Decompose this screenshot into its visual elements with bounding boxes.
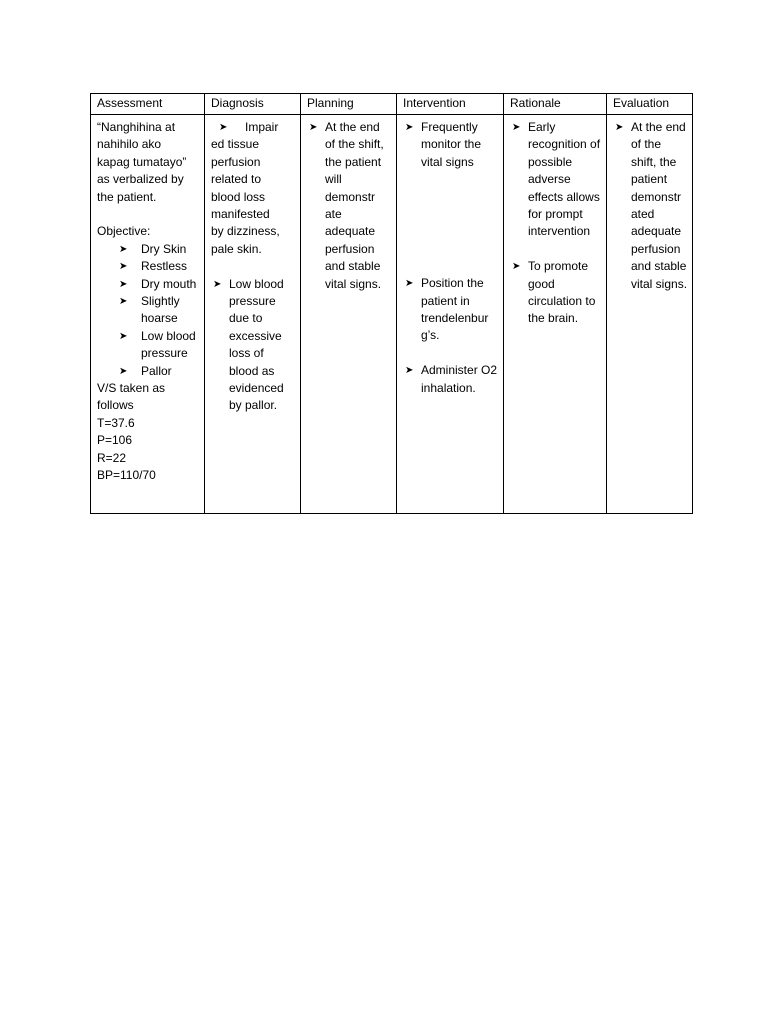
arrow-bullet-icon: ➤ bbox=[119, 365, 128, 377]
header-row bbox=[91, 94, 693, 115]
arrow-bullet-icon: ➤ bbox=[119, 278, 128, 290]
intervention-item: ➤ Frequently monitor the vital signs bbox=[405, 120, 482, 169]
arrow-bullet-icon: ➤ bbox=[119, 330, 128, 342]
list-item: ➤ Restless bbox=[97, 258, 200, 275]
objective-list bbox=[97, 241, 200, 380]
assessment-cell bbox=[91, 115, 205, 514]
objective-label: Objective: bbox=[97, 224, 151, 239]
arrow-bullet-icon: ➤ bbox=[119, 243, 128, 255]
vital-signs-line: V/S taken as bbox=[97, 381, 166, 396]
intervention-cell bbox=[397, 115, 504, 514]
arrow-bullet-icon: ➤ bbox=[119, 261, 128, 273]
evaluation-cell bbox=[607, 115, 693, 514]
list-item: ➤ Low blood pressure bbox=[119, 328, 196, 361]
planning-list bbox=[307, 119, 392, 293]
rationale-item: ➤ Early recognition of possible adverse effects allows for prompt intervention bbox=[512, 120, 601, 239]
rationale-cell bbox=[504, 115, 607, 514]
vital-signs-line: follows bbox=[97, 398, 134, 413]
arrow-bullet-icon: ➤ bbox=[615, 122, 624, 133]
intervention-list-2 bbox=[403, 275, 499, 345]
patient-quote-line: nahihilo ako bbox=[97, 137, 162, 152]
patient-quote-line: “Nanghihina at bbox=[97, 120, 176, 134]
list-item: ➤ Pallor bbox=[97, 363, 200, 380]
list-item: ➤ Dry Skin bbox=[97, 241, 200, 258]
header-planning: Planning bbox=[301, 94, 397, 115]
header-assessment: Assessment bbox=[91, 94, 205, 115]
header-evaluation: Evaluation bbox=[607, 94, 693, 115]
arrow-bullet-icon: ➤ bbox=[512, 122, 521, 133]
header-diagnosis: Diagnosis bbox=[205, 94, 301, 115]
arrow-bullet-icon: ➤ bbox=[119, 296, 128, 308]
nursing-care-plan-table bbox=[90, 93, 693, 514]
arrow-bullet-icon: ➤ bbox=[405, 122, 414, 133]
diagnosis-cell bbox=[205, 115, 301, 514]
vital-signs-line: BP=110/70 bbox=[97, 468, 156, 483]
arrow-bullet-icon: ➤ bbox=[405, 278, 414, 290]
arrow-bullet-icon: ➤ bbox=[219, 122, 228, 133]
intervention-item: ➤ Administer O2 inhalation. bbox=[405, 363, 498, 395]
evaluation-item: ➤ At the end of the shift, the patient demonstr ated adequate perfusion and stable vital signs. bbox=[615, 120, 688, 291]
arrow-bullet-icon: ➤ bbox=[512, 261, 521, 273]
diagnosis-item: ➤ Low blood pressure due to excessive loss of blood as evidenced by pallor. bbox=[213, 276, 284, 413]
vital-signs-line: R=22 bbox=[97, 450, 127, 465]
rationale-list bbox=[510, 119, 602, 241]
header-intervention: Intervention bbox=[397, 94, 504, 115]
diagnosis-list bbox=[211, 276, 296, 415]
planning-cell bbox=[301, 115, 397, 514]
arrow-bullet-icon: ➤ bbox=[405, 365, 414, 377]
intervention-list bbox=[403, 119, 499, 171]
intervention-list-3 bbox=[403, 362, 499, 397]
rationale-item: ➤ To promote good circulation to the brain. bbox=[512, 259, 596, 326]
patient-quote-line: the patient. bbox=[97, 189, 157, 204]
vital-signs-line: P=106 bbox=[97, 433, 133, 448]
list-item: ➤ Dry mouth bbox=[97, 276, 200, 293]
evaluation-list bbox=[613, 119, 688, 293]
arrow-bullet-icon: ➤ bbox=[213, 278, 222, 290]
patient-quote-line: kapag tumatayo” bbox=[97, 154, 187, 169]
list-item: ➤ Slightly hoarse bbox=[119, 294, 180, 326]
patient-quote-line: as verbalized by bbox=[97, 172, 184, 187]
arrow-bullet-icon: ➤ bbox=[309, 122, 318, 133]
vital-signs-line: T=37.6 bbox=[97, 415, 135, 430]
table-row bbox=[91, 115, 693, 514]
header-rationale: Rationale bbox=[504, 94, 607, 115]
rationale-list-2 bbox=[510, 258, 602, 328]
diagnosis-item: ➤ Impair ed tissue perfusion related to blood loss manifested by dizziness, pale skin. bbox=[211, 120, 280, 256]
intervention-item: ➤ Position the patient in trendelenbur g’s. bbox=[405, 276, 489, 343]
planning-item: ➤ At the end of the shift, the patient will demonstr ate adequate perfusion and stable vital signs. bbox=[309, 120, 384, 291]
